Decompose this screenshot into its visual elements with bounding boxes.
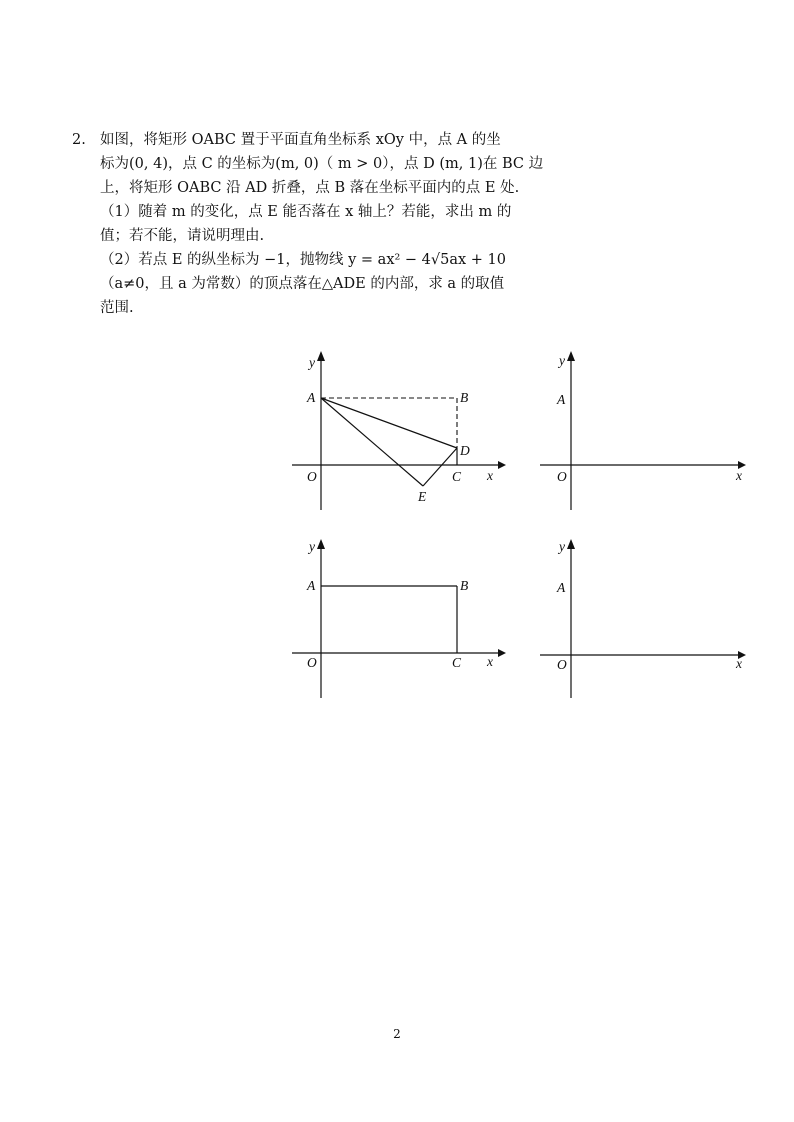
problem-line: （2）若点 E 的纵坐标为 −1，抛物线 y = ax² − 4√5ax + 10 (100, 252, 507, 268)
label-C: C (452, 469, 462, 484)
problem-line: （1）随着 m 的变化，点 E 能否落在 x 轴上？若能，求出 m 的 (100, 204, 512, 220)
problem-line: （a≠0，且 a 为常数）的顶点落在△ADE 的内部，求 a 的取值 (100, 276, 505, 292)
label-y: y (309, 355, 315, 370)
label-x: x (487, 654, 493, 669)
label-E: E (418, 489, 427, 504)
label-y: y (559, 539, 565, 554)
label-A: A (307, 390, 316, 405)
figure-axes-blank-1 (530, 345, 760, 515)
label-A: A (557, 580, 566, 595)
label-y: y (559, 353, 565, 368)
problem-line: 范围. (100, 300, 134, 316)
label-D: D (460, 443, 470, 458)
label-B: B (460, 390, 469, 405)
problem-line: 标为(0, 4)，点 C 的坐标为(m, 0)（ m > 0），点 D (m, 1)在 BC 边 (100, 156, 544, 172)
label-x: x (487, 468, 493, 483)
problem-number: 2. (72, 132, 86, 148)
problem-line: 如图，将矩形 OABC 置于平面直角坐标系 xOy 中，点 A 的坐 (100, 132, 501, 148)
label-x: x (736, 468, 742, 483)
page-number: 2 (393, 1027, 401, 1041)
label-y: y (309, 539, 315, 554)
label-O: O (557, 657, 567, 672)
label-O: O (307, 655, 317, 670)
label-B: B (460, 578, 469, 593)
problem-line: 值；若不能，请说明理由. (100, 228, 265, 244)
label-A: A (307, 578, 316, 593)
figure-rectangle (280, 533, 510, 703)
label-x: x (736, 656, 742, 671)
label-C: C (452, 655, 462, 670)
problem-line: 上，将矩形 OABC 沿 AD 折叠，点 B 落在坐标平面内的点 E 处. (100, 180, 520, 196)
label-O: O (557, 469, 567, 484)
label-A: A (557, 392, 566, 407)
label-O: O (307, 469, 317, 484)
figure-axes-blank-2 (530, 533, 760, 703)
problem-body (100, 128, 544, 320)
figure-fold (280, 345, 510, 515)
